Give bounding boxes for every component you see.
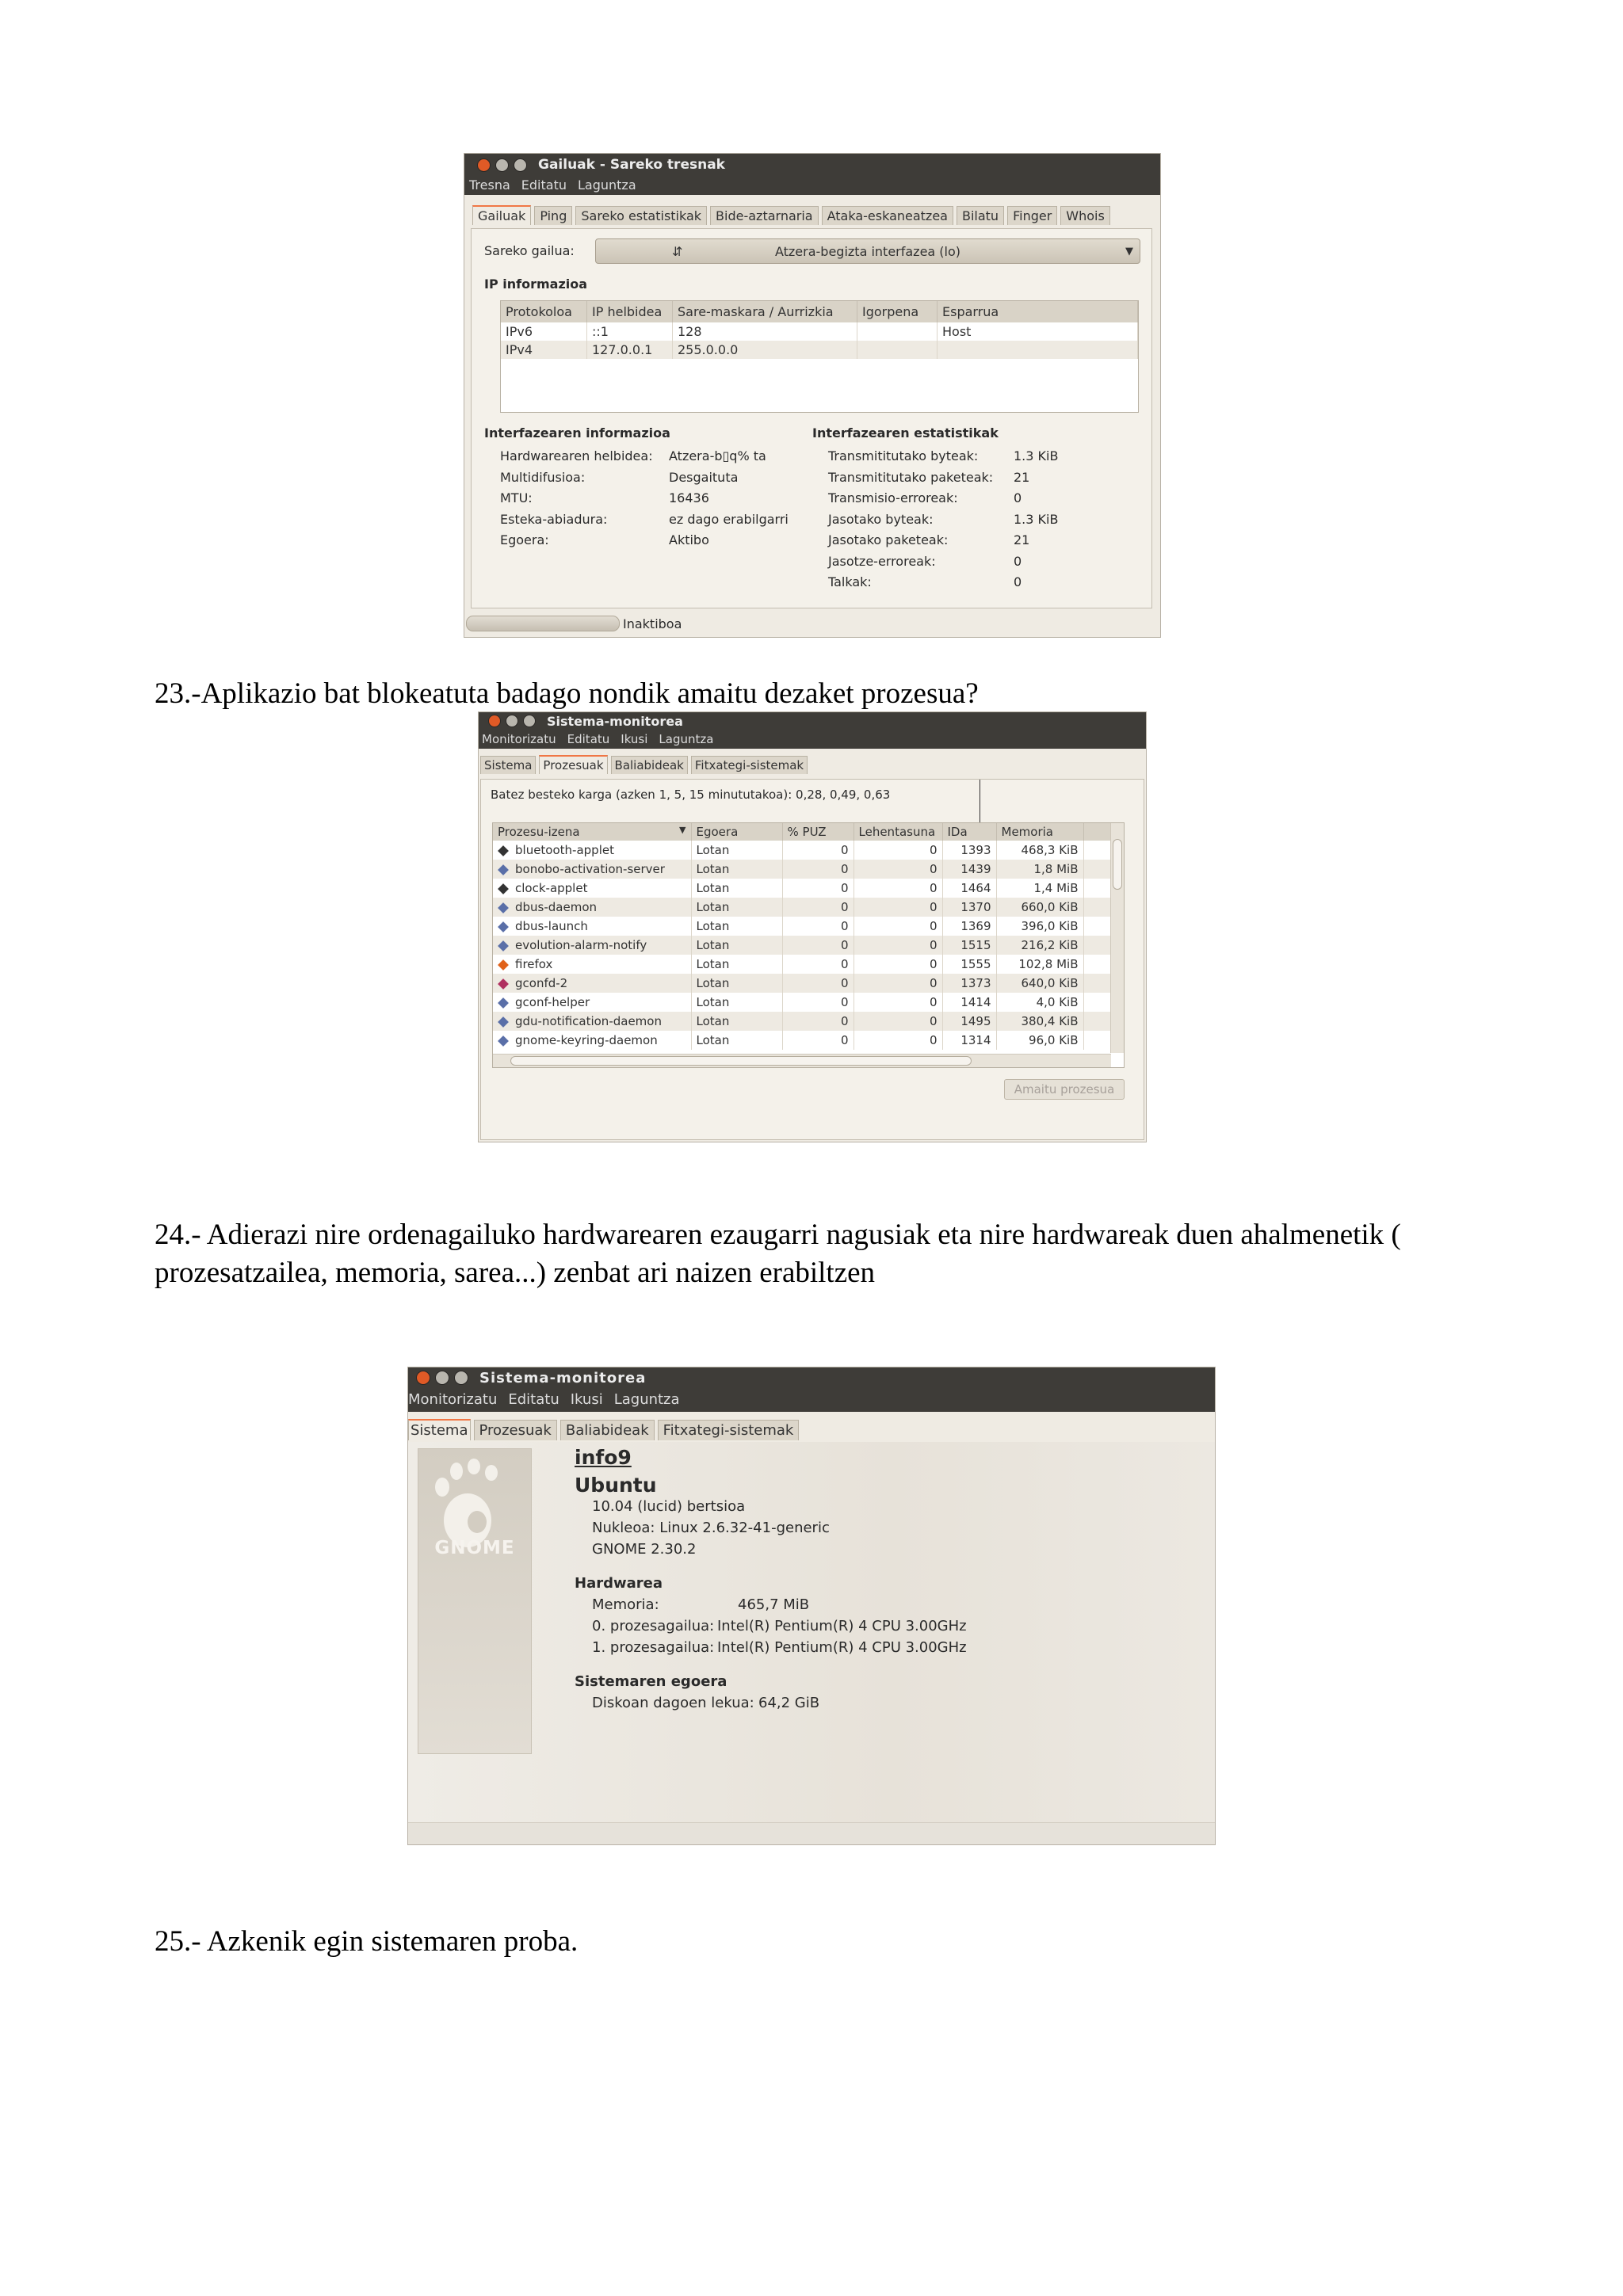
- cell: [493, 993, 691, 1012]
- process-icon: [498, 845, 509, 856]
- cell: 0: [854, 1031, 942, 1050]
- device-select-value: Atzera-begizta interfazea (lo): [774, 243, 961, 259]
- question-25: 25.- Azkenik egin sistemaren proba.: [155, 1925, 579, 1958]
- ip-col-esparrua[interactable]: Esparrua: [938, 301, 1138, 322]
- progress-bar: [466, 616, 620, 631]
- process-name: gnome-keyring-daemon: [515, 1033, 658, 1047]
- question-24: 24.- Adierazi nire ordenagailuko hardwarearen ezaugarri nagusiak eta nire hardwareak duen ahalmenetik ( prozesatzailea, memoria, sarea...) zenbat ari naizen erabiltzen: [155, 1219, 1401, 1289]
- cell: 216,2 KiB: [996, 936, 1083, 955]
- kv-row: [828, 572, 1058, 593]
- cell: 0: [854, 917, 942, 936]
- cell: 1555: [942, 955, 996, 974]
- kv-value: 21: [1014, 469, 1030, 485]
- system-monitor-processes-window: [479, 712, 1146, 1142]
- cell: Lotan: [691, 898, 782, 917]
- window-buttons: [416, 1371, 468, 1385]
- process-name: bluetooth-applet: [515, 843, 614, 857]
- cell: 128: [673, 322, 857, 341]
- process-icon: [498, 978, 509, 990]
- iface-stats-heading: Interfazearen estatistikak: [812, 425, 999, 441]
- minimize-icon[interactable]: [495, 158, 509, 172]
- cell: 1314: [942, 1031, 996, 1050]
- kv-key: Multidifusioa:: [500, 469, 586, 485]
- cell: 0: [782, 955, 854, 974]
- end-process-button[interactable]: Amaitu prozesua: [1004, 1079, 1125, 1100]
- cell: Lotan: [691, 1031, 782, 1050]
- iface-info-list: [500, 446, 789, 551]
- cell: 1439: [942, 860, 996, 879]
- col-egoera[interactable]: Egoera: [691, 823, 782, 841]
- table-row[interactable]: [493, 917, 1111, 936]
- table-row[interactable]: [493, 898, 1111, 917]
- process-name: firefox: [515, 957, 553, 971]
- os-name: Ubuntu: [575, 1474, 657, 1497]
- kv-key: Diskoan dagoen lekua:: [592, 1695, 754, 1711]
- kv-row: [500, 467, 789, 489]
- kv-row: [828, 446, 1058, 467]
- process-name: clock-applet: [515, 881, 588, 895]
- cell: 468,3 KiB: [996, 841, 1083, 860]
- title-bar: [408, 1367, 1215, 1388]
- cell: [1083, 1012, 1111, 1031]
- updown-icon: ⇵: [672, 243, 683, 259]
- cell: 4,0 KiB: [996, 993, 1083, 1012]
- cell: [1083, 898, 1111, 917]
- cell: ::1: [587, 322, 673, 341]
- kv-value: 465,7 MiB: [738, 1596, 810, 1613]
- iface-info-heading: Interfazearen informazioa: [484, 425, 670, 441]
- cell: 255.0.0.0: [673, 341, 857, 359]
- cell: Lotan: [691, 879, 782, 898]
- tab-bar: [464, 195, 1160, 225]
- tab-gailuak[interactable]: Gailuak: [472, 205, 531, 225]
- kv-row: [500, 446, 789, 467]
- cell: 0: [782, 936, 854, 955]
- cell: [493, 898, 691, 917]
- kv-row: [592, 1594, 967, 1615]
- col-extra: [1083, 823, 1111, 841]
- kv-row: [828, 509, 1058, 531]
- cell: [1083, 955, 1111, 974]
- menu-monitorizatu[interactable]: Monitorizatu: [482, 732, 556, 746]
- tab-fitxategi-sistemak[interactable]: Fitxategi-sistemak: [658, 1420, 800, 1440]
- kv-key: 0. prozesagailua:: [592, 1618, 715, 1634]
- cell: [493, 1012, 691, 1031]
- tab-whois[interactable]: Whois: [1060, 206, 1110, 225]
- process-name: dbus-launch: [515, 919, 588, 933]
- cell: [493, 841, 691, 860]
- system-info: [575, 1442, 967, 1714]
- cell: [938, 341, 1138, 359]
- kv-value: Atzera-b▯q% ta: [669, 448, 766, 463]
- menu-bar: [479, 730, 1146, 749]
- cell: 1373: [942, 974, 996, 993]
- menu-editatu[interactable]: Editatu: [567, 732, 610, 746]
- kv-key: Transmititutako paketeak:: [828, 469, 994, 485]
- window-buttons: [488, 715, 536, 727]
- kv-key: Memoria:: [592, 1596, 659, 1613]
- maximize-icon[interactable]: [514, 158, 527, 172]
- tab-prozesuak[interactable]: Prozesuak: [539, 755, 607, 774]
- cell: Lotan: [691, 993, 782, 1012]
- window-bottom-bar: [408, 1822, 1215, 1844]
- cell: 0: [782, 898, 854, 917]
- system-monitor-system-window: [408, 1367, 1215, 1844]
- cell: 0: [782, 917, 854, 936]
- kv-row: [500, 509, 789, 531]
- cell: 640,0 KiB: [996, 974, 1083, 993]
- tab-bar: [479, 749, 1146, 774]
- tab-ping[interactable]: Ping: [534, 206, 572, 225]
- cell: 0: [782, 974, 854, 993]
- process-name: gconfd-2: [515, 976, 568, 990]
- process-icon: [498, 959, 509, 971]
- kv-value: 0: [1014, 553, 1022, 569]
- kv-value: 0: [1014, 490, 1022, 505]
- os-version: 10.04 (lucid) bertsioa: [592, 1498, 746, 1515]
- process-rows: [493, 841, 1111, 1050]
- process-icon: [498, 902, 509, 913]
- col-memoria[interactable]: Memoria: [996, 823, 1083, 841]
- cell: 0: [854, 1012, 942, 1031]
- hardware-heading: Hardwarea: [575, 1575, 663, 1592]
- table-row[interactable]: [493, 936, 1111, 955]
- kv-row: [500, 530, 789, 551]
- cell: 1,8 MiB: [996, 860, 1083, 879]
- cell: 0: [854, 898, 942, 917]
- kv-value: Aktibo: [669, 532, 709, 547]
- cell: 96,0 KiB: [996, 1031, 1083, 1050]
- cell: 1369: [942, 917, 996, 936]
- table-row[interactable]: [493, 1012, 1111, 1031]
- cell: 1495: [942, 1012, 996, 1031]
- cell: 0: [854, 860, 942, 879]
- process-name: gdu-notification-daemon: [515, 1014, 662, 1028]
- title-bar: [464, 154, 1160, 176]
- col-lehentasuna[interactable]: Lehentasuna: [854, 823, 942, 841]
- kv-value: 1.3 KiB: [1014, 511, 1059, 527]
- menu-tresna[interactable]: Tresna: [469, 177, 510, 193]
- kv-row: [592, 1692, 967, 1714]
- tab-sareko-estatistikak[interactable]: Sareko estatistikak: [575, 206, 707, 225]
- tab-fitxategi-sistemak[interactable]: Fitxategi-sistemak: [691, 756, 808, 774]
- ip-info-heading: IP informazioa: [484, 277, 588, 292]
- cell: 0: [782, 879, 854, 898]
- horizontal-scrollbar[interactable]: [493, 1054, 1111, 1067]
- cell: [857, 322, 938, 341]
- system-panel: [408, 1442, 1215, 1822]
- cell: Lotan: [691, 936, 782, 955]
- cell: 0: [782, 841, 854, 860]
- tab-sistema[interactable]: Sistema: [408, 1419, 471, 1440]
- cell: 0: [782, 1012, 854, 1031]
- cell: 1515: [942, 936, 996, 955]
- network-tools-window: [464, 154, 1160, 637]
- ip-table: [501, 301, 1138, 359]
- kv-key: Jasotako paketeak:: [828, 532, 949, 547]
- cell: [857, 341, 938, 359]
- cell: [493, 879, 691, 898]
- process-icon: [498, 921, 509, 933]
- chevron-down-icon: ▼: [1125, 245, 1133, 257]
- process-name: gconf-helper: [515, 995, 590, 1009]
- gnome-logo-panel: [418, 1448, 532, 1754]
- table-row[interactable]: [493, 1031, 1111, 1050]
- close-icon[interactable]: [477, 158, 491, 172]
- ip-col-igorpena[interactable]: Igorpena: [857, 301, 938, 322]
- cell: 102,8 MiB: [996, 955, 1083, 974]
- tab-baliabideak[interactable]: Baliabideak: [560, 1420, 655, 1440]
- cell: 0: [782, 860, 854, 879]
- maximize-icon[interactable]: [454, 1371, 468, 1385]
- scroll-thumb[interactable]: [1113, 839, 1122, 890]
- kv-key: Transmititutako byteak:: [828, 448, 979, 463]
- kv-key: Talkak:: [828, 574, 872, 589]
- minimize-icon[interactable]: [506, 715, 518, 727]
- kv-value: Intel(R) Pentium(R) 4 CPU 3.00GHz: [717, 1618, 967, 1634]
- menu-monitorizatu[interactable]: Monitorizatu: [408, 1391, 498, 1408]
- cell: [493, 936, 691, 955]
- cell: [493, 917, 691, 936]
- cell: [1083, 841, 1111, 860]
- load-average: Batez besteko karga (azken 1, 5, 15 minututakoa): 0,28, 0,49, 0,63: [491, 788, 891, 802]
- cell: Lotan: [691, 955, 782, 974]
- kv-key: Transmisio-erroreak:: [828, 490, 958, 505]
- menu-ikusi[interactable]: Ikusi: [621, 732, 648, 746]
- menu-ikusi[interactable]: Ikusi: [570, 1391, 603, 1408]
- kv-key: Hardwarearen helbidea:: [500, 448, 653, 463]
- status-text: Inaktiboa: [623, 616, 682, 631]
- table-row[interactable]: [493, 860, 1111, 879]
- sort-down-icon: ▼: [679, 825, 686, 835]
- cell: 0: [782, 1031, 854, 1050]
- cell: Host: [938, 322, 1138, 341]
- process-table: [493, 823, 1112, 1050]
- kv-value: Desgaituta: [669, 469, 739, 485]
- table-row[interactable]: [493, 879, 1111, 898]
- menu-editatu[interactable]: Editatu: [521, 177, 567, 193]
- close-icon[interactable]: [488, 715, 501, 727]
- tab-bar: [408, 1412, 1215, 1440]
- kv-value: 16436: [669, 490, 709, 505]
- menu-bar: [464, 176, 1160, 195]
- cell: 0: [854, 974, 942, 993]
- table-row[interactable]: [501, 322, 1138, 341]
- process-icon: [498, 864, 509, 875]
- cell: 0: [854, 879, 942, 898]
- iface-stats-list: [828, 446, 1058, 593]
- window-title: Sistema-monitorea: [547, 713, 683, 729]
- menu-bar: [408, 1388, 1215, 1412]
- window-title: Sistema-monitorea: [479, 1369, 647, 1386]
- process-icon: [498, 1016, 509, 1028]
- window-title: Gailuak - Sareko tresnak: [538, 157, 725, 173]
- cell: [1083, 860, 1111, 879]
- kv-value: 0: [1014, 574, 1022, 589]
- kv-value: 64,2 GiB: [758, 1695, 820, 1711]
- cell: [493, 860, 691, 879]
- cell: [493, 955, 691, 974]
- cell: 1,4 MiB: [996, 879, 1083, 898]
- kv-value: ez dago erabilgarri: [669, 511, 789, 527]
- table-row[interactable]: [501, 341, 1138, 359]
- process-icon: [498, 940, 509, 952]
- table-row[interactable]: [493, 974, 1111, 993]
- process-icon: [498, 883, 509, 894]
- status-bar: [464, 610, 1160, 637]
- tab-bilatu[interactable]: Bilatu: [957, 206, 1004, 225]
- menu-laguntza[interactable]: Laguntza: [613, 1391, 680, 1408]
- tab-bide-aztarnaria[interactable]: Bide-aztarnaria: [710, 206, 819, 225]
- cell: [1083, 879, 1111, 898]
- col-puz[interactable]: % PUZ: [782, 823, 854, 841]
- tab-sistema[interactable]: Sistema: [480, 756, 536, 774]
- ip-col-protokoloa[interactable]: Protokoloa: [501, 301, 587, 322]
- processes-panel: [480, 779, 1144, 1140]
- tab-baliabideak[interactable]: Baliabideak: [611, 756, 688, 774]
- cell: 660,0 KiB: [996, 898, 1083, 917]
- device-label: Sareko gailua:: [484, 243, 575, 258]
- kv-row: [592, 1615, 967, 1637]
- cell: 1464: [942, 879, 996, 898]
- menu-laguntza[interactable]: Laguntza: [577, 177, 636, 193]
- minimize-icon[interactable]: [435, 1371, 449, 1385]
- cell: 0: [854, 955, 942, 974]
- title-bar: [479, 712, 1146, 730]
- cell: 127.0.0.1: [587, 341, 673, 359]
- kv-value: Intel(R) Pentium(R) 4 CPU 3.00GHz: [717, 1639, 967, 1656]
- system-status-heading: Sistemaren egoera: [575, 1673, 727, 1690]
- cell: Lotan: [691, 974, 782, 993]
- gnome-logo-text: GNOME: [434, 1538, 515, 1558]
- cell: [493, 974, 691, 993]
- kv-row: [828, 488, 1058, 509]
- close-icon[interactable]: [416, 1371, 430, 1385]
- kv-row: [828, 530, 1058, 551]
- devices-panel: [471, 228, 1152, 608]
- kv-row: [828, 551, 1058, 573]
- cell: [1083, 1031, 1111, 1050]
- process-table-box: [492, 822, 1125, 1068]
- kv-key: 1. prozesagailua:: [592, 1639, 715, 1656]
- col-ida[interactable]: IDa: [942, 823, 996, 841]
- table-row[interactable]: [493, 841, 1111, 860]
- cell: [493, 1031, 691, 1050]
- process-icon: [498, 1035, 509, 1047]
- process-name: dbus-daemon: [515, 900, 598, 914]
- cell: [1083, 993, 1111, 1012]
- window-buttons: [477, 158, 527, 172]
- kv-key: Egoera:: [500, 532, 549, 547]
- ip-col-ip[interactable]: IP helbidea: [587, 301, 673, 322]
- ip-col-mask[interactable]: Sare-maskara / Aurrizkia: [673, 301, 857, 322]
- tab-prozesuak[interactable]: Prozesuak: [474, 1420, 557, 1440]
- cell: [1083, 917, 1111, 936]
- kv-value: 1.3 KiB: [1014, 448, 1059, 463]
- process-icon: [498, 997, 509, 1009]
- maximize-icon[interactable]: [523, 715, 536, 727]
- kv-row: [828, 467, 1058, 489]
- vertical-scrollbar[interactable]: [1110, 823, 1124, 1053]
- cell: 0: [854, 936, 942, 955]
- table-row[interactable]: [493, 993, 1111, 1012]
- cell: Lotan: [691, 917, 782, 936]
- tab-ataka-eskaneatzea[interactable]: Ataka-eskaneatzea: [822, 206, 953, 225]
- cell: IPv6: [501, 322, 587, 341]
- cell: [1083, 936, 1111, 955]
- device-select[interactable]: [595, 238, 1140, 264]
- cell: 396,0 KiB: [996, 917, 1083, 936]
- ip-table-box: [500, 300, 1139, 413]
- question-23: 23.-Aplikazio bat blokeatuta badago nondik amaitu dezaket prozesua?: [155, 677, 979, 710]
- kv-key: Jasotako byteak:: [828, 511, 934, 527]
- cell: Lotan: [691, 1012, 782, 1031]
- kv-row: [500, 488, 789, 509]
- kv-value: 21: [1014, 532, 1030, 547]
- gnome-version: GNOME 2.30.2: [592, 1541, 697, 1558]
- kv-row: [592, 1637, 967, 1658]
- cell: Lotan: [691, 860, 782, 879]
- kernel-version: Nukleoa: Linux 2.6.32-41-generic: [592, 1520, 830, 1536]
- cell: 380,4 KiB: [996, 1012, 1083, 1031]
- cell: 0: [854, 993, 942, 1012]
- col-label: Prozesu-izena: [498, 825, 580, 839]
- hostname: info9: [575, 1446, 632, 1469]
- tab-finger[interactable]: Finger: [1007, 206, 1057, 225]
- cell: 0: [854, 841, 942, 860]
- cell: 1393: [942, 841, 996, 860]
- kv-key: Esteka-abiadura:: [500, 511, 608, 527]
- cell: Lotan: [691, 841, 782, 860]
- cell: 1370: [942, 898, 996, 917]
- cell: IPv4: [501, 341, 587, 359]
- process-name: evolution-alarm-notify: [515, 938, 647, 952]
- col-prozesu-izena[interactable]: [493, 823, 691, 841]
- kv-key: MTU:: [500, 490, 533, 505]
- menu-laguntza[interactable]: Laguntza: [659, 732, 714, 746]
- cell: 0: [782, 993, 854, 1012]
- table-row[interactable]: [493, 955, 1111, 974]
- cell: 1414: [942, 993, 996, 1012]
- kv-key: Jasotze-erroreak:: [828, 553, 936, 569]
- scroll-thumb[interactable]: [510, 1056, 972, 1066]
- cell: [1083, 974, 1111, 993]
- process-name: bonobo-activation-server: [515, 862, 665, 876]
- menu-editatu[interactable]: Editatu: [508, 1391, 559, 1408]
